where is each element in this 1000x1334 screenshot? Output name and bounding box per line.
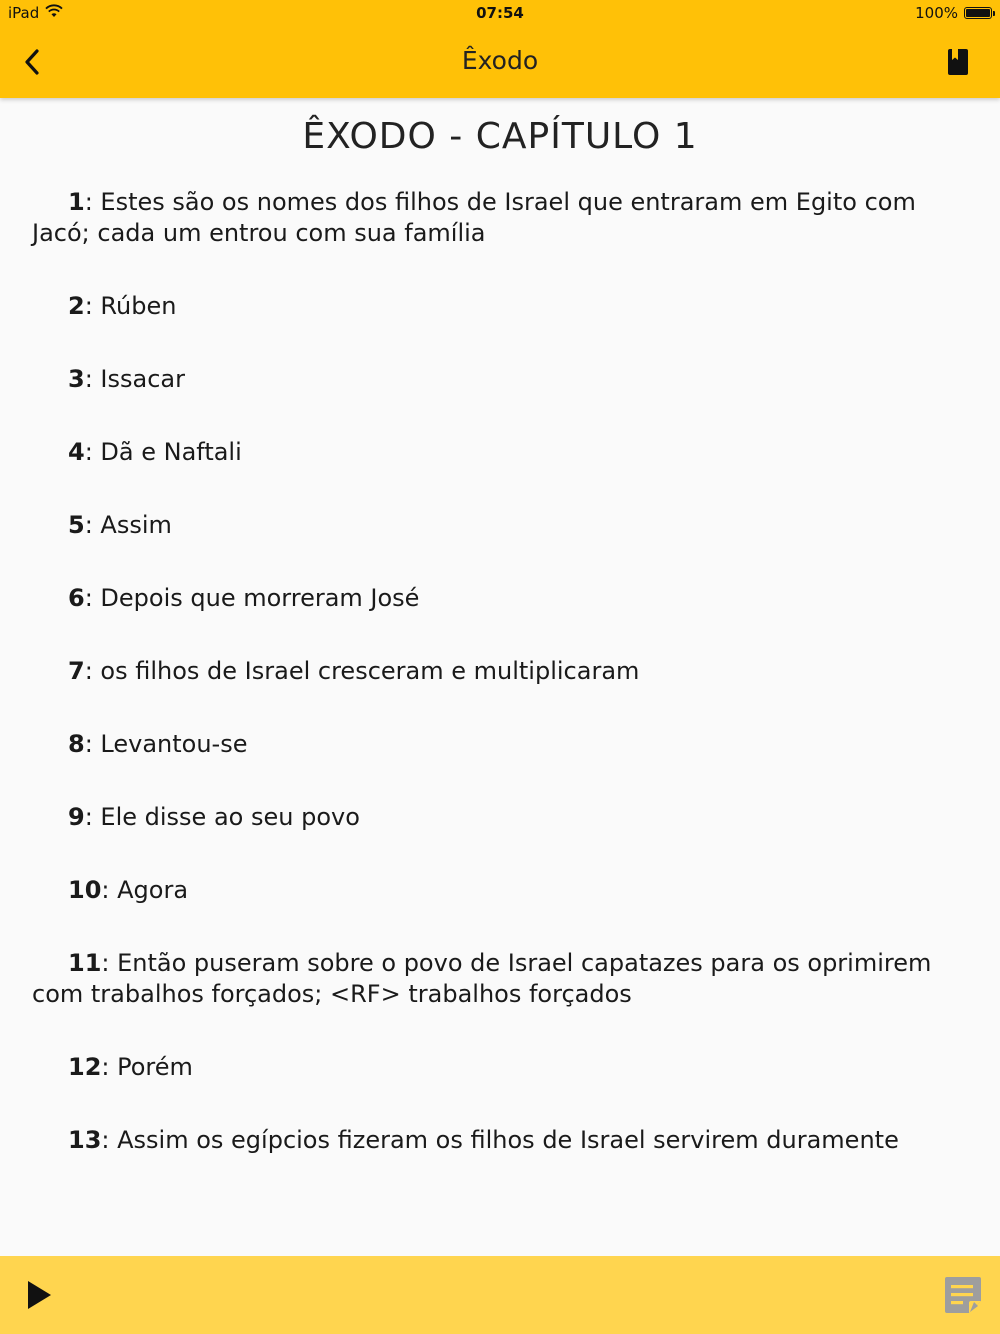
verse-text: : Agora: [101, 876, 189, 904]
verse-item[interactable]: [32, 510, 968, 541]
verse-number: 8: [68, 730, 85, 758]
verse-item[interactable]: [32, 656, 968, 687]
verse-text: : os filhos de Israel cresceram e multiplicaram: [84, 657, 640, 685]
bottom-toolbar: [0, 1256, 1000, 1334]
notes-icon: [943, 1275, 983, 1315]
verse-text: : Levantou-se: [84, 730, 248, 758]
chapter-content[interactable]: [0, 98, 1000, 1256]
top-app-bar: [0, 0, 1000, 98]
verse-item[interactable]: [32, 364, 968, 395]
verse-item[interactable]: [32, 1125, 968, 1156]
device-label: iPad: [8, 4, 40, 22]
verse-item[interactable]: [32, 1052, 968, 1083]
bookmark-book-icon: [947, 48, 969, 76]
verse-text: : Rúben: [84, 292, 177, 320]
navigation-bar: [0, 26, 1000, 98]
verse-number: 6: [68, 584, 85, 612]
verse-number: 9: [68, 803, 85, 831]
verse-number: 3: [68, 365, 85, 393]
verse-text: : Porém: [101, 1053, 193, 1081]
chapter-title: ÊXODO - CAPÍTULO 1: [302, 116, 698, 157]
verse-list: [0, 157, 1000, 1156]
verse-item[interactable]: [32, 948, 968, 1010]
verse-number: 7: [68, 657, 85, 685]
status-bar: [0, 0, 1000, 26]
verse-number: 2: [68, 292, 85, 320]
verse-text: : Assim: [84, 511, 172, 539]
verse-number: 4: [68, 438, 85, 466]
verse-text: : Dã e Naftali: [84, 438, 242, 466]
verse-item[interactable]: [32, 875, 968, 906]
play-icon: [26, 1280, 52, 1310]
verse-text: : Assim os egípcios fizeram os filhos de Israel servirem duramente: [101, 1126, 899, 1154]
notes-button[interactable]: [942, 1274, 984, 1316]
verse-item[interactable]: [32, 802, 968, 833]
verse-item[interactable]: [32, 291, 968, 322]
verse-item[interactable]: [32, 187, 968, 249]
play-button[interactable]: [22, 1278, 56, 1312]
status-right: [915, 4, 992, 22]
verse-text: : Depois que morreram José: [84, 584, 420, 612]
verse-number: 12: [68, 1053, 102, 1081]
battery-fill: [966, 9, 990, 17]
verse-item[interactable]: [32, 437, 968, 468]
verse-text: : Ele disse ao seu povo: [84, 803, 360, 831]
verse-number: 1: [68, 188, 85, 216]
verse-text: : Issacar: [84, 365, 185, 393]
battery-icon: [964, 7, 992, 19]
verse-number: 11: [68, 949, 102, 977]
battery-percent: 100%: [915, 4, 958, 22]
verse-item[interactable]: [32, 729, 968, 760]
book-button[interactable]: [942, 46, 974, 78]
verse-text: : Então puseram sobre o povo de Israel capatazes para os oprimirem com trabalhos forçados; <RF> trabalhos forçados: [32, 949, 932, 1008]
verse-item[interactable]: [32, 583, 968, 614]
verse-number: 13: [68, 1126, 102, 1154]
verse-number: 5: [68, 511, 85, 539]
verse-number: 10: [68, 876, 102, 904]
page-title: Êxodo: [461, 46, 539, 75]
status-time: 07:54: [476, 4, 524, 22]
verse-text: : Estes são os nomes dos filhos de Israel que entraram em Egito com Jacó; cada um entrou com sua família: [32, 188, 916, 247]
